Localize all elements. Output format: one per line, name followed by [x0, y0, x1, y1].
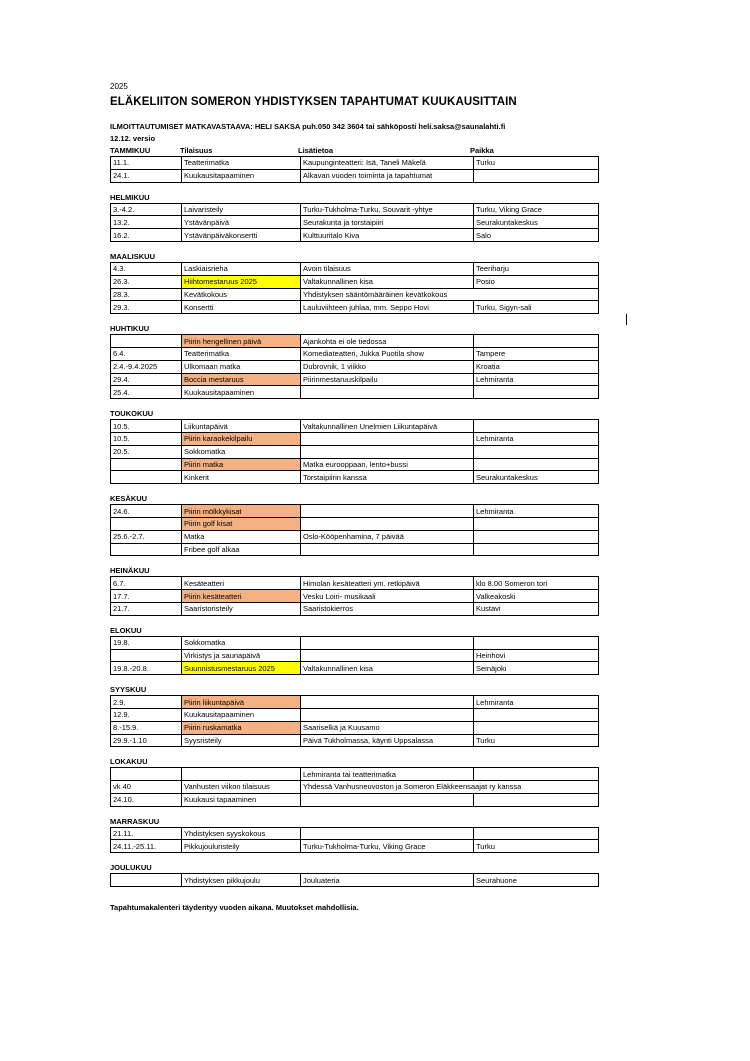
- info-cell: Torstaipiirin kanssa: [301, 471, 474, 484]
- date-cell: [111, 768, 182, 781]
- place-cell: Valkeakoski: [474, 590, 599, 603]
- date-cell: 25.6.-2.7.: [111, 530, 182, 543]
- date-cell: [111, 649, 182, 662]
- info-cell: Turku-Tukholma-Turku, Souvarit -yhtye: [301, 203, 474, 216]
- page-title: ELÄKELIITON SOMERON YHDISTYKSEN TAPAHTUMAT KUUKAUSITTAIN: [110, 96, 517, 108]
- date-cell: 24.10.: [111, 793, 182, 806]
- event-cell: Konsertti: [182, 301, 301, 314]
- place-cell: Salo: [474, 229, 599, 242]
- table-row: [111, 157, 599, 170]
- info-cell: [301, 696, 474, 709]
- place-cell: [474, 420, 599, 433]
- event-cell: Suunnistusmestaruus 2025: [182, 662, 301, 675]
- column-header: Lisätietoa: [298, 146, 334, 155]
- table-row: [111, 288, 599, 301]
- info-cell: Saaristokierros: [301, 602, 474, 615]
- table-row: [111, 505, 599, 518]
- place-cell: klo 8.00 Someron tori: [474, 577, 599, 590]
- date-cell: 26.3.: [111, 275, 182, 288]
- info-cell: Lauluviihteen juhlaa, mm. Seppo Hovi: [301, 301, 474, 314]
- place-cell: [474, 827, 599, 840]
- date-cell: 29.9.-1.10: [111, 734, 182, 747]
- table-row: [111, 602, 599, 615]
- event-cell: Piirin liikuntapäivä: [182, 696, 301, 709]
- place-cell: Seurakuntakeskus: [474, 216, 599, 229]
- event-cell: Saaristoristeily: [182, 602, 301, 615]
- info-cell: [301, 517, 474, 530]
- place-cell: [474, 721, 599, 734]
- table-row: [111, 662, 599, 675]
- event-cell: Kuukausitapaaminen: [182, 708, 301, 721]
- date-cell: [111, 543, 182, 556]
- month-table: [110, 827, 599, 854]
- info-cell: Jouluateria: [301, 874, 474, 887]
- date-cell: 19.8.-20.8.: [111, 662, 182, 675]
- event-cell: Teatterimatka: [182, 157, 301, 170]
- table-row: [111, 708, 599, 721]
- table-row: [111, 262, 599, 275]
- info-cell: Alkavan vuoden toiminta ja tapahtumat: [301, 169, 474, 182]
- info-cell: [301, 636, 474, 649]
- event-cell: Virkistys ja saunapäivä: [182, 649, 301, 662]
- month-heading: MARRASKUU: [110, 816, 160, 826]
- event-cell: Pikkujouluristeily: [182, 840, 301, 853]
- table-row: [111, 543, 599, 556]
- table-row: [111, 874, 599, 887]
- place-cell: Kustavi: [474, 602, 599, 615]
- event-cell: Kevätkokous: [182, 288, 301, 301]
- table-row: [111, 793, 599, 806]
- info-cell: Vesku Loiri- musikaali: [301, 590, 474, 603]
- table-row: [111, 577, 599, 590]
- table-row: [111, 530, 599, 543]
- event-cell: Piirin ruskamatka: [182, 721, 301, 734]
- event-cell: Fribee golf alkaa: [182, 543, 301, 556]
- table-row: [111, 840, 599, 853]
- event-cell: Kuukausitapaaminen: [182, 386, 301, 399]
- month-table: [110, 636, 599, 675]
- info-cell: Oslo-Kööpenhamina, 7 päivää: [301, 530, 474, 543]
- table-row: [111, 721, 599, 734]
- table-row: [111, 734, 599, 747]
- event-cell: Piirin hengellinen päivä: [182, 335, 301, 348]
- info-cell: [301, 543, 474, 556]
- column-header-row: [110, 146, 590, 156]
- info-cell: Piirinmestaruuskilpailu: [301, 373, 474, 386]
- table-row: [111, 386, 599, 399]
- date-cell: 21.11.: [111, 827, 182, 840]
- month-heading: KESÄKUU: [110, 494, 148, 504]
- table-row: [111, 827, 599, 840]
- info-cell: Matka eurooppaan, lento+bussi: [301, 458, 474, 471]
- table-row: [111, 590, 599, 603]
- event-cell: Sokkomatka: [182, 445, 301, 458]
- date-cell: [111, 471, 182, 484]
- event-cell: Matka: [182, 530, 301, 543]
- info-cell: [301, 445, 474, 458]
- place-cell: Lehmiranta: [474, 373, 599, 386]
- events-calendar: [110, 146, 590, 887]
- date-cell: vk 40: [111, 781, 182, 794]
- info-cell: Valtakunnallinen kisa: [301, 662, 474, 675]
- month-table: [110, 576, 599, 615]
- place-cell: Seurahuone: [474, 874, 599, 887]
- table-row: [111, 373, 599, 386]
- month-heading: TAMMIKUU: [110, 146, 151, 155]
- event-cell: Ystävänpäivä: [182, 216, 301, 229]
- place-cell: Seurakuntakeskus: [474, 471, 599, 484]
- table-row: [111, 275, 599, 288]
- event-cell: Syysristeily: [182, 734, 301, 747]
- place-cell: [474, 530, 599, 543]
- info-cell: Yhdessä Vanhusneuvoston ja Someron Eläkkeensaajat ry kanssa: [301, 781, 599, 794]
- date-cell: 6.7.: [111, 577, 182, 590]
- event-cell: Kuukausitapaaminen: [182, 169, 301, 182]
- info-cell: Komediateatteri, Jukka Puotila show: [301, 347, 474, 360]
- info-cell: Seurakunta ja torstaipiiri: [301, 216, 474, 229]
- month-table: [110, 767, 599, 806]
- date-cell: 11.1.: [111, 157, 182, 170]
- date-cell: 6.4.: [111, 347, 182, 360]
- month-heading: ELOKUU: [110, 625, 142, 635]
- info-cell: Kaupunginteatteri: Isä, Taneli Mäkelä: [301, 157, 474, 170]
- column-header: Paikka: [470, 146, 494, 155]
- place-cell: [474, 169, 599, 182]
- event-cell: Ulkomaan matka: [182, 360, 301, 373]
- table-row: [111, 768, 599, 781]
- event-cell: Piirin matka: [182, 458, 301, 471]
- year-label: 2025: [110, 82, 128, 91]
- month-table: [110, 334, 599, 399]
- date-cell: 12.9.: [111, 708, 182, 721]
- month-heading: MAALISKUU: [110, 251, 155, 261]
- footer-note: Tapahtumakalenteri täydentyy vuoden aikana. Muutokset mahdollisia.: [110, 903, 359, 913]
- month-table: [110, 262, 599, 314]
- event-cell: Hiihtomestaruus 2025: [182, 275, 301, 288]
- date-cell: 29.3.: [111, 301, 182, 314]
- table-row: [111, 458, 599, 471]
- month-heading: JOULUKUU: [110, 863, 152, 873]
- place-cell: Turku, Viking Grace: [474, 203, 599, 216]
- event-cell: Yhdistyksen pikkujoulu: [182, 874, 301, 887]
- event-cell: Laivaristeily: [182, 203, 301, 216]
- info-cell: Päivä Tukholmassa, käynti Uppsalassa: [301, 734, 474, 747]
- column-header: Tilaisuus: [180, 146, 213, 155]
- place-cell: Turku, Sigyn-sali: [474, 301, 599, 314]
- info-cell: [301, 649, 474, 662]
- info-cell: [301, 708, 474, 721]
- table-row: [111, 471, 599, 484]
- info-cell: Avoin tilaisuus: [301, 262, 474, 275]
- info-cell: [301, 827, 474, 840]
- info-cell: [301, 505, 474, 518]
- date-cell: 24.1.: [111, 169, 182, 182]
- table-row: [111, 696, 599, 709]
- date-cell: 17.7.: [111, 590, 182, 603]
- date-cell: [111, 458, 182, 471]
- date-cell: [111, 517, 182, 530]
- month-table: [110, 873, 599, 887]
- month-heading: HELMIKUU: [110, 192, 150, 202]
- info-cell: [301, 793, 474, 806]
- place-cell: [474, 768, 599, 781]
- place-cell: [474, 517, 599, 530]
- place-cell: Turku: [474, 734, 599, 747]
- event-cell: [182, 768, 301, 781]
- month-heading: SYYSKUU: [110, 685, 147, 695]
- place-cell: [474, 386, 599, 399]
- table-row: [111, 432, 599, 445]
- date-cell: 16.2.: [111, 229, 182, 242]
- document-page: [110, 82, 590, 913]
- month-table: [110, 203, 599, 242]
- date-cell: 25.4.: [111, 386, 182, 399]
- info-cell: Turku-Tukholma-Turku, Viking Grace: [301, 840, 474, 853]
- info-cell: [301, 432, 474, 445]
- date-cell: 24.11.-25.11.: [111, 840, 182, 853]
- table-row: [111, 781, 599, 794]
- place-cell: Lehmiranta: [474, 505, 599, 518]
- date-cell: 2.9.: [111, 696, 182, 709]
- date-cell: [111, 335, 182, 348]
- date-cell: 20.5.: [111, 445, 182, 458]
- table-row: [111, 216, 599, 229]
- month-heading: HUHTIKUU: [110, 324, 150, 334]
- table-row: [111, 420, 599, 433]
- date-cell: 29.4.: [111, 373, 182, 386]
- info-cell: [301, 386, 474, 399]
- event-cell: Laskiaisrieha: [182, 262, 301, 275]
- event-cell: Liikuntapäivä: [182, 420, 301, 433]
- event-cell: Piirin karaokekilpailu: [182, 432, 301, 445]
- info-cell: Himolan kesäteatteri ym. retkipäivä: [301, 577, 474, 590]
- date-cell: 2.4.-9.4.2025: [111, 360, 182, 373]
- date-cell: 10.5.: [111, 420, 182, 433]
- table-row: [111, 229, 599, 242]
- event-cell: Piirin golf kisat: [182, 517, 301, 530]
- place-cell: Tampere: [474, 347, 599, 360]
- info-cell: Kulttuuritalo Kiva: [301, 229, 474, 242]
- info-cell: Ajankohta ei ole tiedossa: [301, 335, 474, 348]
- month-heading: HEINÄKUU: [110, 566, 150, 576]
- month-heading: LOKAKUU: [110, 757, 148, 767]
- info-cell: Valtakunnallinen Unelmien Liikuntapäivä: [301, 420, 474, 433]
- event-cell: Kesäteatteri: [182, 577, 301, 590]
- month-table: [110, 504, 599, 556]
- contact-line: ILMOITTAUTUMISET MATKAVASTAAVA: HELI SAKSA puh.050 342 3604 tai sähköposti heli.saksa@saunalahti.fi: [110, 122, 506, 131]
- date-cell: 10.5.: [111, 432, 182, 445]
- info-cell: Valtakunnallinen kisa: [301, 275, 474, 288]
- place-cell: Lehmiranta: [474, 432, 599, 445]
- table-row: [111, 360, 599, 373]
- info-cell: Saariselkä ja Kuusamo: [301, 721, 474, 734]
- place-cell: Seinäjoki: [474, 662, 599, 675]
- place-cell: [474, 543, 599, 556]
- date-cell: 21.7.: [111, 602, 182, 615]
- date-cell: 8.-15.9.: [111, 721, 182, 734]
- event-cell: Yhdistyksen syyskokous: [182, 827, 301, 840]
- month-table: [110, 695, 599, 747]
- date-cell: 24.6.: [111, 505, 182, 518]
- place-cell: [474, 793, 599, 806]
- date-cell: 28.3.: [111, 288, 182, 301]
- event-cell: Teatterimatka: [182, 347, 301, 360]
- date-cell: 3.-4.2.: [111, 203, 182, 216]
- place-cell: [474, 458, 599, 471]
- date-cell: [111, 874, 182, 887]
- table-row: [111, 301, 599, 314]
- date-cell: 13.2.: [111, 216, 182, 229]
- month-heading: TOUKOKUU: [110, 409, 154, 419]
- event-cell: Piirin kesäteatteri: [182, 590, 301, 603]
- info-cell: Yhdistyksen sääntömääräinen kevätkokous: [301, 288, 599, 301]
- place-cell: Teeriharju: [474, 262, 599, 275]
- place-cell: Turku: [474, 157, 599, 170]
- place-cell: Turku: [474, 840, 599, 853]
- info-cell: Lehmiranta tai teatterimatka: [301, 768, 474, 781]
- date-cell: 19.8.: [111, 636, 182, 649]
- version-label: 12.12. versio: [110, 134, 156, 143]
- table-row: [111, 203, 599, 216]
- place-cell: Posio: [474, 275, 599, 288]
- table-row: [111, 445, 599, 458]
- place-cell: [474, 335, 599, 348]
- month-table: [110, 419, 599, 484]
- event-cell: Boccia mestaruus: [182, 373, 301, 386]
- event-cell: Kinkerit: [182, 471, 301, 484]
- info-cell: Dubrovnik, 1 viikko: [301, 360, 474, 373]
- table-row: [111, 636, 599, 649]
- place-cell: [474, 708, 599, 721]
- place-cell: Kroatia: [474, 360, 599, 373]
- place-cell: Lehmiranta: [474, 696, 599, 709]
- place-cell: Heinhovi: [474, 649, 599, 662]
- table-row: [111, 335, 599, 348]
- text-cursor: [626, 314, 627, 325]
- event-cell: Sokkomatka: [182, 636, 301, 649]
- event-cell: Piirin mölkkykisat: [182, 505, 301, 518]
- table-row: [111, 649, 599, 662]
- month-table: [110, 156, 599, 183]
- event-cell: Vanhusten viikon tilaisuus: [182, 781, 301, 794]
- place-cell: [474, 636, 599, 649]
- date-cell: 4.3.: [111, 262, 182, 275]
- event-cell: Kuukausi tapaaminen: [182, 793, 301, 806]
- table-row: [111, 347, 599, 360]
- table-row: [111, 517, 599, 530]
- table-row: [111, 169, 599, 182]
- place-cell: [474, 445, 599, 458]
- event-cell: Ystävänpäiväkonsertti: [182, 229, 301, 242]
